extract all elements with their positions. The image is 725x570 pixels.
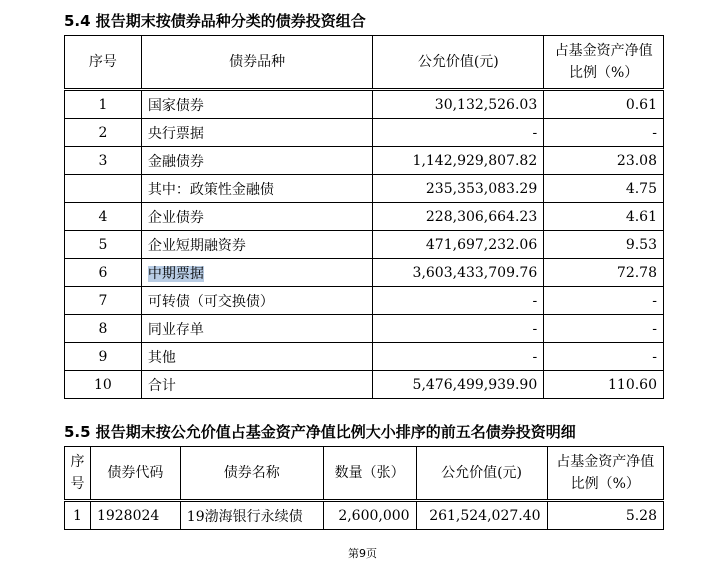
row-name: 企业债券 bbox=[141, 203, 373, 231]
row-value: 3,603,433,709.76 bbox=[373, 259, 544, 287]
row-ratio: 0.61 bbox=[544, 90, 664, 119]
page-number: 第9页 bbox=[348, 547, 377, 560]
row-no: 7 bbox=[65, 287, 142, 315]
row-ratio: - bbox=[544, 287, 664, 315]
row-ratio: 5.28 bbox=[547, 501, 663, 530]
table-header-row bbox=[65, 447, 664, 501]
header-fair-value: 公允价值(元) bbox=[416, 447, 547, 501]
row-value: 30,132,526.03 bbox=[373, 90, 544, 119]
table-row bbox=[65, 90, 664, 119]
row-no: 10 bbox=[65, 371, 142, 399]
row-value: 261,524,027.40 bbox=[416, 501, 547, 530]
row-no: 1 bbox=[65, 90, 142, 119]
row-ratio: 72.78 bbox=[544, 259, 664, 287]
header-nav-ratio: 占基金资产净值比例（%） bbox=[544, 36, 664, 90]
row-name: 央行票据 bbox=[141, 119, 373, 147]
row-name: 可转债（可交换债） bbox=[141, 287, 373, 315]
header-no: 序号 bbox=[65, 447, 91, 501]
row-ratio: 9.53 bbox=[544, 231, 664, 259]
row-value: 1,142,929,807.82 bbox=[373, 147, 544, 175]
row-name: 国家债券 bbox=[141, 90, 373, 119]
row-value: 228,306,664.23 bbox=[373, 203, 544, 231]
header-bond-code: 债券代码 bbox=[90, 447, 180, 501]
row-no: 6 bbox=[65, 259, 142, 287]
header-no: 序号 bbox=[65, 36, 142, 90]
row-value: - bbox=[373, 119, 544, 147]
table-row bbox=[65, 287, 664, 315]
row-no bbox=[65, 175, 142, 203]
table-row bbox=[65, 231, 664, 259]
row-ratio: 110.60 bbox=[544, 371, 664, 399]
row-ratio: 23.08 bbox=[544, 147, 664, 175]
row-ratio: 4.61 bbox=[544, 203, 664, 231]
row-name: 同业存单 bbox=[141, 315, 373, 343]
row-name: 其中：政策性金融债 bbox=[141, 175, 373, 203]
table-row bbox=[65, 147, 664, 175]
row-name: 19渤海银行永续债 bbox=[180, 501, 323, 530]
table-row bbox=[65, 343, 664, 371]
section-title-bond-types: 5.4 报告期末按债券品种分类的债券投资组合 bbox=[64, 12, 366, 30]
row-ratio: - bbox=[544, 315, 664, 343]
table-row bbox=[65, 119, 664, 147]
row-ratio: - bbox=[544, 343, 664, 371]
header-bond-name: 债券名称 bbox=[180, 447, 323, 501]
row-ratio: 4.75 bbox=[544, 175, 664, 203]
table-header-row bbox=[65, 36, 664, 90]
header-nav-ratio: 占基金资产净值比例（%） bbox=[547, 447, 663, 501]
row-value: 471,697,232.06 bbox=[373, 231, 544, 259]
table-row-total bbox=[65, 371, 664, 399]
row-value: - bbox=[373, 343, 544, 371]
row-no: 2 bbox=[65, 119, 142, 147]
row-ratio: - bbox=[544, 119, 664, 147]
bond-type-table bbox=[64, 35, 664, 399]
row-name bbox=[141, 259, 373, 287]
row-no: 5 bbox=[65, 231, 142, 259]
header-bond-type: 债券品种 bbox=[141, 36, 373, 90]
row-value: 235,353,083.29 bbox=[373, 175, 544, 203]
table-row bbox=[65, 259, 664, 287]
row-value: 5,476,499,939.90 bbox=[373, 371, 544, 399]
row-no: 3 bbox=[65, 147, 142, 175]
row-no: 9 bbox=[65, 343, 142, 371]
row-name: 金融债券 bbox=[141, 147, 373, 175]
header-quantity: 数量（张） bbox=[323, 447, 416, 501]
row-no: 4 bbox=[65, 203, 142, 231]
section-title-top-five-bonds: 5.5 报告期末按公允价值占基金资产净值比例大小排序的前五名债券投资明细 bbox=[64, 423, 576, 441]
row-value: - bbox=[373, 287, 544, 315]
row-name: 企业短期融资券 bbox=[141, 231, 373, 259]
selected-text-highlight[interactable]: 中期票据 bbox=[147, 265, 204, 282]
row-code: 1928024 bbox=[90, 501, 180, 530]
row-name: 其他 bbox=[141, 343, 373, 371]
top-five-bonds-table bbox=[64, 446, 664, 530]
row-qty: 2,600,000 bbox=[323, 501, 416, 530]
row-value: - bbox=[373, 315, 544, 343]
header-fair-value: 公允价值(元) bbox=[373, 36, 544, 90]
table-row bbox=[65, 315, 664, 343]
table-row bbox=[65, 501, 664, 530]
table-row bbox=[65, 175, 664, 203]
row-no: 1 bbox=[65, 501, 91, 530]
row-no: 8 bbox=[65, 315, 142, 343]
row-name: 合计 bbox=[141, 371, 373, 399]
table-row bbox=[65, 203, 664, 231]
